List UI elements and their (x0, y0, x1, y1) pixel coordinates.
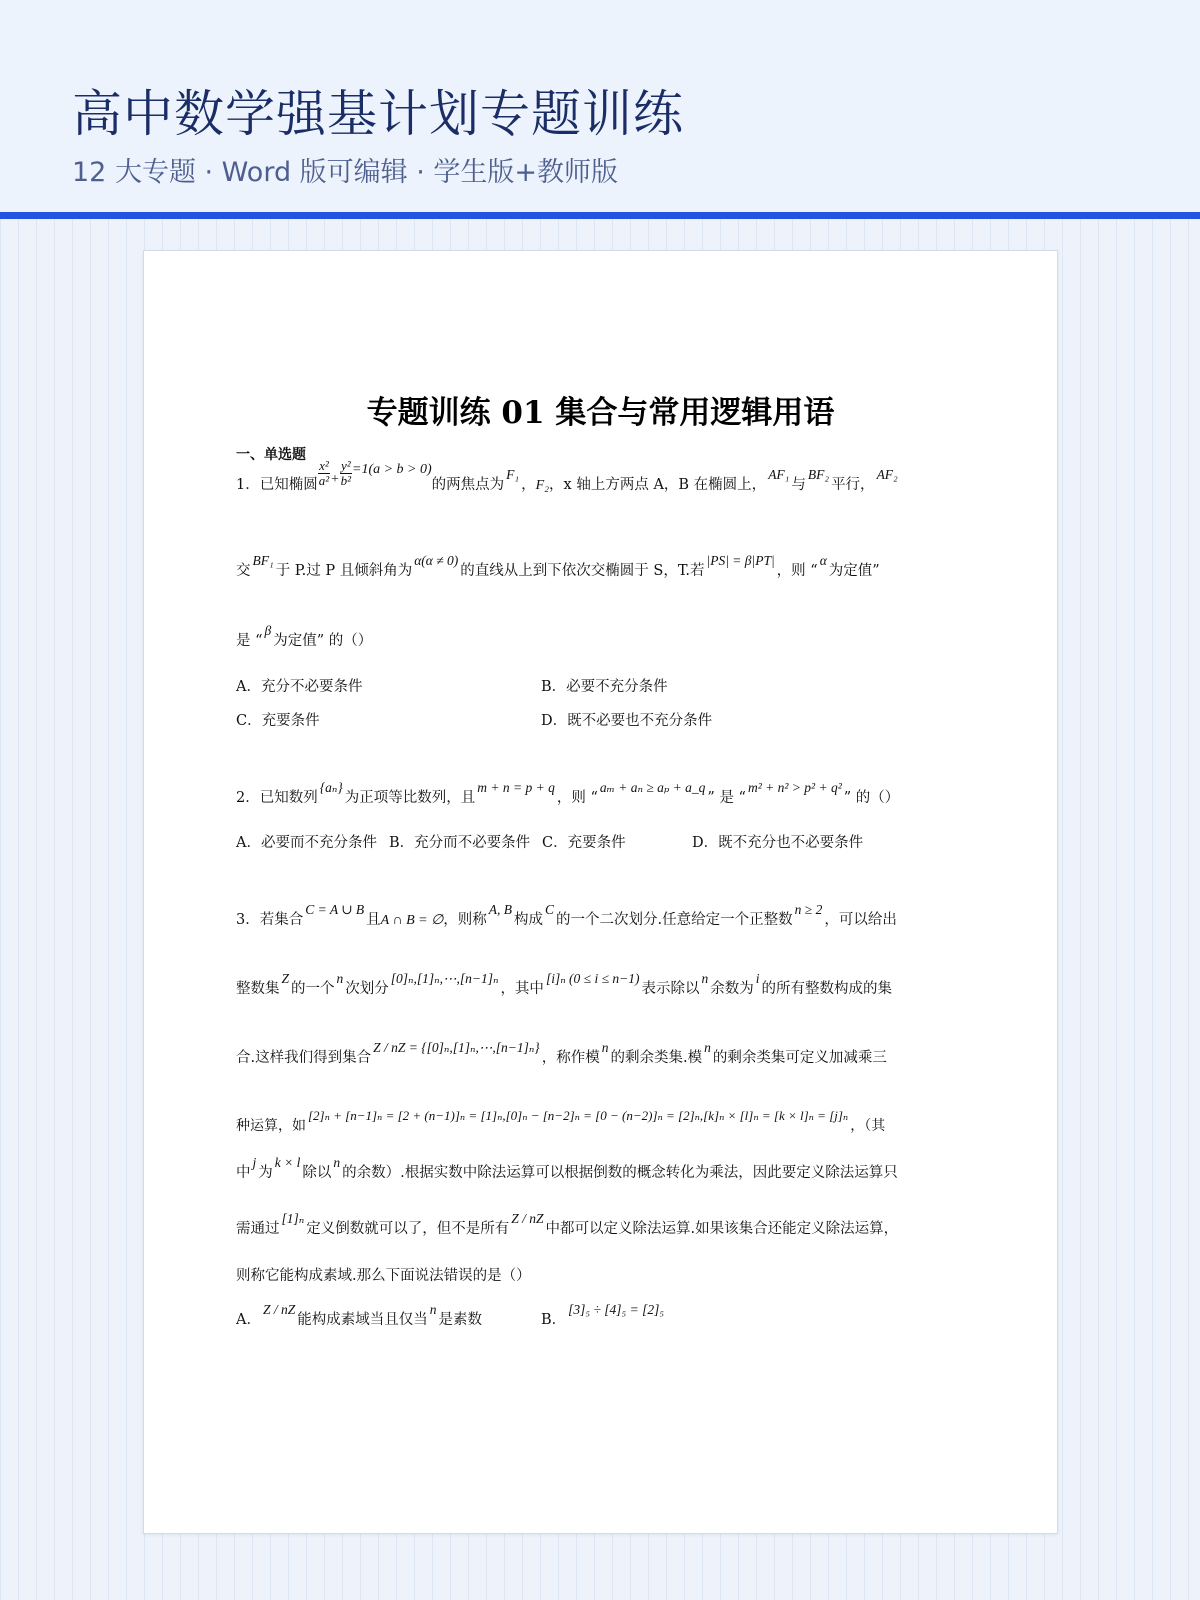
q3-text: 的一个 (291, 981, 335, 997)
page-title: 高中数学强基计划专题训练 (72, 85, 684, 143)
q2-option-a: A．必要而不充分条件 (236, 835, 377, 851)
q3-text: 3．若集合 (236, 912, 304, 928)
page-subtitle: 12 大专题 · Word 版可编辑 · 学生版+教师版 (72, 157, 619, 188)
q1-line-2 (236, 553, 880, 580)
math-residue-set: Z / nZ = {[0]ₙ,[1]ₙ,⋯,[n−1]ₙ} (373, 1040, 540, 1055)
q1-text: 的直线从上到下依次交椭圆于 S，T.若 (460, 563, 705, 579)
q1-text: 与 (791, 477, 806, 494)
q2-text: 为正项等比数列，且 (344, 790, 476, 806)
math-k-times-l: k × l (274, 1155, 301, 1170)
frac-denominator: a² (318, 472, 330, 488)
q1-option-c: C．充要条件 (236, 713, 320, 729)
q1-line-3 (236, 623, 373, 650)
q3-text: 合.这样我们得到集合 (236, 1050, 372, 1066)
document-preview (143, 250, 1058, 1534)
math-plus: + (330, 472, 340, 488)
math-ab: A, B (488, 902, 513, 917)
frac-numerator: x² (319, 458, 329, 473)
math-znz: Z / nZ (262, 1302, 296, 1317)
math-f2: F₂ (535, 478, 550, 494)
section-heading: 一、单选题 (236, 447, 306, 463)
math-class-i: [i]ₙ (0 ≤ i ≤ n−1) (545, 971, 640, 986)
q3-text: 中都可以定义除法运算.如果该集合还能定义除法运算， (545, 1221, 899, 1237)
q1-text: 于 P.过 P 且倾斜角为 (275, 563, 413, 579)
math-beta: β (264, 623, 272, 638)
math-af1: AF₁ (768, 467, 790, 483)
q3-text: 表示除以 (641, 981, 700, 997)
math-sequence: {aₙ} (319, 780, 343, 795)
q3-text: 的剩余类集.模 (610, 1050, 703, 1066)
q1-text: ，x 轴上方两点 A，B 在椭圆上， (549, 477, 767, 494)
q1-option-a: A．充分不必要条件 (236, 679, 363, 695)
q1-text: 的两焦点为 (431, 477, 505, 494)
q1-text: 为定值” 的（） (273, 633, 373, 649)
q1-line-1 (236, 458, 900, 499)
q3-text: 的所有整数构成的集 (761, 981, 892, 997)
math-operations: [2]ₙ + [n−1]ₙ = [2 + (n−1)]ₙ = [1]ₙ,[0]ₙ − [n−2]ₙ = [0 − (n−2)]ₙ = [2]ₙ,[k]ₙ × [l]ₙ = [k × l]ₙ = [j]ₙ (308, 1108, 849, 1123)
q3-line-3 (236, 1040, 887, 1067)
math-inequality: m² + n² > p² + q² (747, 780, 842, 795)
q3-text: 为 (258, 1165, 273, 1181)
math-j: j (252, 1155, 257, 1170)
q1-text: ， (521, 477, 536, 494)
q1-text: 交 (236, 563, 251, 579)
q3-text: ，称作模 (541, 1050, 600, 1066)
frac-denominator: b² (340, 472, 351, 488)
q3-text: ，则称 (443, 912, 487, 928)
math-bf2: BF₂ (807, 467, 830, 483)
q1-text: 平行， (831, 477, 875, 494)
q3-line-1 (236, 902, 897, 929)
q2-option-c: C．充要条件 (542, 835, 626, 851)
q3-option-a (236, 1302, 483, 1329)
math-n: n (333, 1155, 341, 1170)
q1-option-d: D．既不必要也不充分条件 (541, 713, 713, 729)
math-n: n (701, 971, 709, 986)
accent-divider (0, 212, 1200, 219)
q3-text: 除以 (302, 1165, 332, 1181)
q1-text: 1．已知椭圆 (236, 477, 318, 494)
q3-line-7: 则称它能构成素域.那么下面说法错误的是（） (236, 1268, 531, 1284)
math-intersection: A ∩ B = ∅ (380, 913, 444, 928)
frac-numerator: y² (340, 458, 351, 473)
q3-text: 中 (236, 1165, 251, 1181)
q3-text: 且 (366, 912, 381, 928)
math-classes: [0]ₙ,[1]ₙ,⋯,[n−1]ₙ (390, 971, 499, 986)
q3-text: 的一个二次划分.任意给定一个正整数 (556, 912, 793, 928)
document-title: 专题训练 01 集合与常用逻辑用语 (366, 395, 835, 431)
q1-option-b: B．必要不充分条件 (541, 679, 668, 695)
math-i: i (755, 971, 760, 986)
q3-line-2 (236, 971, 892, 998)
math-n-ge-2: n ≥ 2 (794, 902, 823, 917)
q2-text: ” 的（） (843, 790, 900, 806)
math-bf1: BF₁ (252, 553, 274, 568)
q3-text: 构成 (514, 912, 544, 928)
q2-text: 2．已知数列 (236, 790, 318, 806)
q3-option-b (541, 1302, 666, 1329)
q2-option-d: D．既不充分也不必要条件 (692, 835, 864, 851)
q3-text: 整数集 (236, 981, 280, 997)
math-n: n (429, 1302, 437, 1317)
q3-text: 余数为 (710, 981, 754, 997)
q3-line-4 (236, 1108, 886, 1135)
option-label: B． (541, 1312, 567, 1328)
q1-text: 为定值” (828, 563, 880, 579)
q3-text: ，可以给出 (824, 912, 897, 928)
ellipse-equation (318, 458, 432, 493)
math-n: n (704, 1040, 711, 1055)
q3-text: 种运算，如 (236, 1118, 306, 1134)
q3-text: 需通过 (236, 1221, 280, 1237)
math-alpha: α(α ≠ 0) (414, 553, 459, 568)
math-division: [3]₅ ÷ [4]₅ = [2]₅ (568, 1302, 665, 1317)
q3-text: 能构成素域当且仅当 (297, 1312, 428, 1328)
q2-text: ” 是 “ (707, 790, 746, 806)
q2-line-1 (236, 780, 900, 807)
q3-text: 定义倒数就可以了，但不是所有 (306, 1221, 510, 1237)
math-condition: m + n = p + q (477, 780, 555, 795)
q3-line-6 (236, 1211, 899, 1238)
q3-text: 是素数 (438, 1312, 483, 1328)
math-f1: F₁ (506, 467, 520, 483)
q3-text: ，其中 (500, 981, 544, 997)
q2-option-b: B．充分而不必要条件 (389, 835, 531, 851)
option-label: A． (236, 1312, 261, 1328)
q3-text: 的余数）.根据实数中除法运算可以根据倒数的概念转化为乘法，因此要定义除法运算只 (342, 1165, 898, 1181)
math-alpha: α (819, 553, 827, 568)
math-one-class: [1]ₙ (281, 1211, 305, 1226)
q2-text: ，则 “ (556, 790, 598, 806)
math-inequality: aₘ + aₙ ≥ aₚ + a_q (599, 780, 706, 795)
q1-text: 是 “ (236, 633, 263, 649)
page-header (0, 0, 1200, 212)
q3-text: 的剩余类集可定义加减乘三 (712, 1050, 887, 1066)
q1-text: ，则 “ (776, 563, 818, 579)
math-z: Z (281, 971, 290, 986)
math-c: C (545, 902, 555, 917)
math-n: n (601, 1040, 609, 1055)
q3-text: ，（其 (850, 1118, 886, 1134)
math-af2: AF₂ (876, 467, 898, 483)
q3-text: 次划分 (345, 981, 389, 997)
math-n: n (336, 971, 344, 986)
q3-line-5 (236, 1155, 898, 1182)
math-union: C = A ∪ B (305, 902, 365, 917)
math-ps-pt: |PS| = β|PT| (706, 553, 775, 568)
math-expression: =1(a > b > 0) (352, 462, 432, 478)
math-znz: Z / nZ (511, 1211, 544, 1226)
